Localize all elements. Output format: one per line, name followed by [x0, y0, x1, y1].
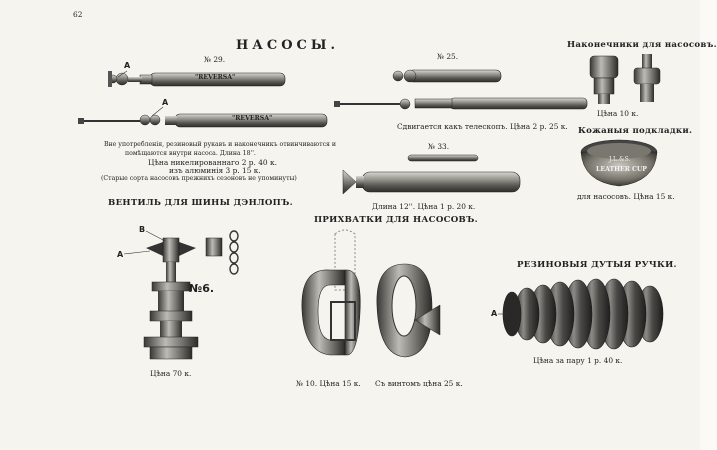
grips-heading: РЕЗИНОВЫЯ ДУТЫЯ РУЧКИ.	[517, 260, 677, 270]
pump-25-illustration	[334, 70, 587, 109]
page-title: НАСОСЫ.	[236, 38, 340, 53]
grips-price: Цѣна за пару 1 р. 40 к.	[533, 356, 623, 365]
pump-29-price-aluminium: изъ алюминія 3 р. 15 к.	[169, 166, 261, 175]
pump-29-number: № 29.	[204, 55, 226, 64]
pump-clips-illustration	[302, 230, 440, 357]
valve-label-b: B	[139, 225, 146, 234]
pump-33-desc: Длина 12''. Цѣна 1 р. 20 к.	[372, 202, 476, 211]
leather-engraving-top: J.L.&S.	[609, 156, 631, 163]
rubber-grips-illustration	[503, 279, 663, 349]
pump-29-desc-line1: Вне употребленія, резиновый рукавъ и наконечникъ отвинчиваются и	[104, 141, 337, 148]
pump-29-label-a-lower: A	[162, 98, 169, 107]
pump-25-desc: Сдвигается какъ телескопъ. Цѣна 2 р. 25 к.	[397, 122, 568, 131]
clips-price-1: № 10. Цѣна 15 к.	[296, 379, 361, 388]
pump-29-desc-line2: помѣщаются внутри насоса. Длина 18''.	[125, 150, 256, 157]
valve-price: Цѣна 70 к.	[150, 369, 192, 378]
pump-29-engraving-lower: "REVERSA"	[232, 115, 273, 122]
clips-price-2: Съ винтомъ цѣна 25 к.	[375, 379, 463, 388]
pump-25-number: № 25.	[437, 52, 459, 61]
grips-label-a: A	[491, 309, 498, 318]
pump-29-price-nickel: Цѣна никелированнаго 2 р. 40 к.	[148, 158, 277, 167]
page-number: 62	[73, 10, 83, 19]
pump-29-lower-illustration	[78, 114, 327, 127]
nozzles-heading: Наконечники для насосовъ.	[567, 40, 717, 50]
clips-heading: ПРИХВАТКИ ДЛЯ НАСОСОВЪ.	[314, 215, 478, 225]
leather-engraving-bottom: LEATHER CUP	[596, 166, 647, 173]
pump-33-number: № 33.	[428, 142, 450, 151]
pump-29-engraving-upper: "REVERSA"	[195, 74, 236, 81]
valve-heading: ВЕНТИЛЬ ДЛЯ ШИНЫ ДЭНЛОПЪ.	[108, 198, 293, 208]
nozzles-illustration	[590, 54, 660, 104]
valve-illustration	[144, 231, 238, 359]
valve-number: №6.	[189, 282, 215, 295]
leather-heading: Кожаныя подкладки.	[578, 126, 693, 136]
pump-29-note: (Старые сорта насосовъ прежнихъ сезоновъ не упоминуты)	[101, 175, 297, 182]
leather-price: для насосовъ. Цѣна 15 к.	[577, 192, 675, 201]
pump-33-illustration	[343, 155, 520, 194]
pump-29-label-a-upper: A	[124, 61, 131, 70]
valve-label-a: A	[117, 250, 124, 259]
nozzles-price: Цѣна 10 к.	[597, 109, 639, 118]
